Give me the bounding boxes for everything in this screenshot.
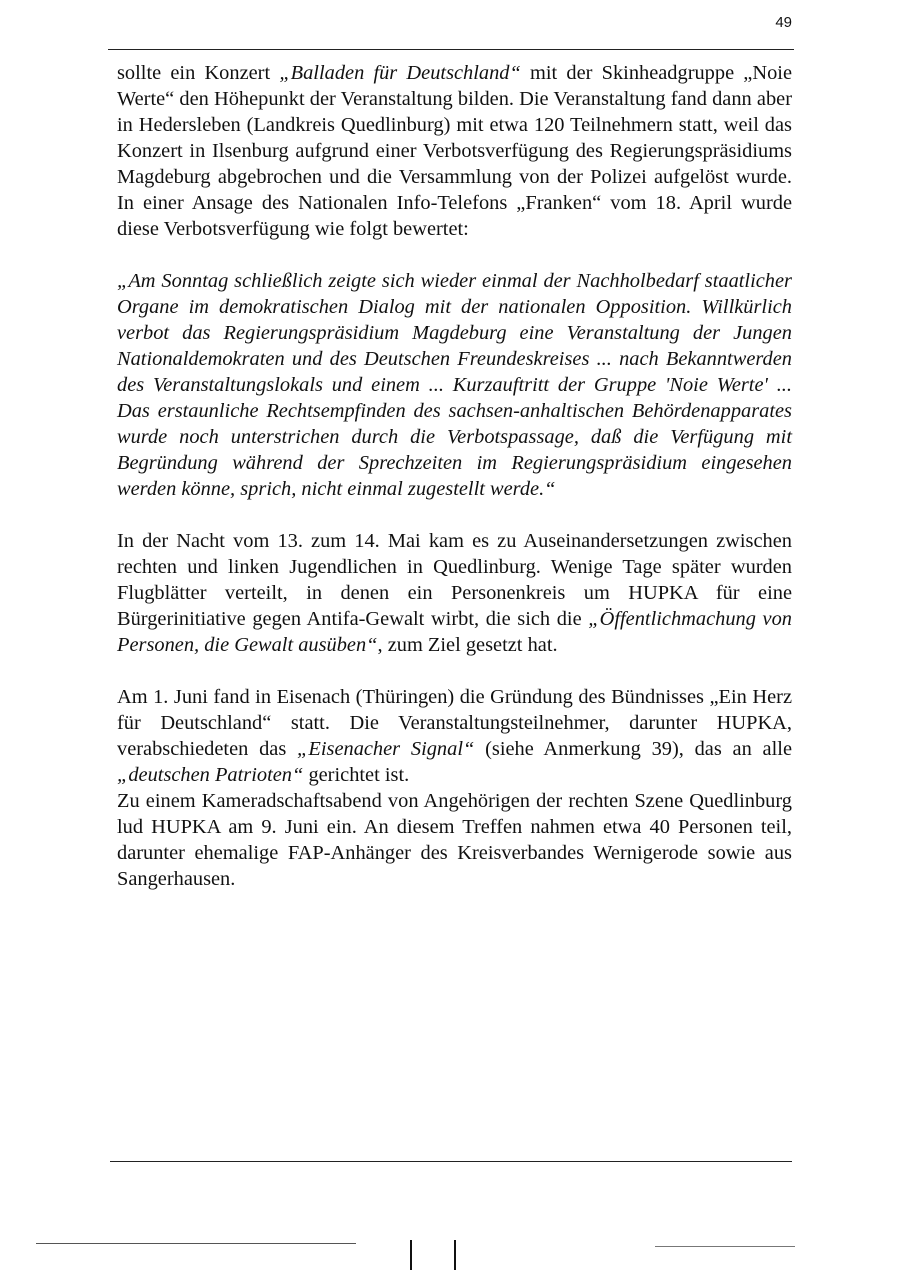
binding-mark-right: [454, 1240, 456, 1270]
paragraph-3-emphasis-a: „Eisenacher Signal“: [297, 738, 475, 760]
paragraph-2: [117, 528, 792, 658]
paragraph-3-emphasis-b: „deutschen Patrioten“: [117, 764, 304, 786]
paragraph-2-text-b: , zum Ziel gesetzt hat.: [377, 634, 558, 656]
paragraph-3-text-b: (siehe Anmerkung 39), das an alle: [474, 738, 792, 760]
page-body: [117, 60, 792, 892]
paragraph-1: [117, 60, 792, 242]
block-quote: „Am Sonntag schließlich zeigte sich wieder einmal der Nachholbedarf staatlicher Organe im demokratischen Dialog mit der nationalen Opposition. Willkürlich verbot das Regierungspräsidium Magdeburg eine Veranstaltung der Jungen Nationaldemokraten und des Deutschen Freundeskreises ... nach Bekanntwerden des Veranstaltungslokals und einem ... Kurzauftritt der Gruppe 'Noie Werte' ... Das erstaunliche Rechtsempfinden des sachsen-anhaltischen Behördenapparates wurde noch unterstrichen durch die Verbotspassage, daß die Verfügung mit Begründung während der Sprechzeiten im Regierungspräsidium eingesehen werden könne, sprich, nicht einmal zugestellt werde.“: [117, 270, 792, 500]
paragraph-1-text-b: mit der Skinheadgruppe „Noie Werte“ den Höhepunkt der Veranstaltung bilden. Die Veranstaltung fand dann aber in Hedersleben (Landkreis Quedlinburg) mit etwa 120 Teilnehmern statt, weil das Konzert in Ilsenburg aufgrund einer Verbotsverfügung des Regierungspräsidiums Magdeburg abgebrochen und die Versammlung von der Polizei aufgelöst wurde. In einer Ansage des Nationalen Info-Telefons „Franken“ vom 18. April wurde diese Verbotsverfügung wie folgt bewertet:: [117, 62, 792, 240]
paragraph-4: Zu einem Kameradschaftsabend von Angehörigen der rechten Szene Quedlinburg lud HUPKA am 9. Juni ein. An diesem Treffen nahmen etwa 40 Personen teil, darunter ehemalige FAP-Anhänger des Kreisverbandes Wernigerode sowie aus Sangerhausen.: [117, 790, 792, 890]
paragraph-3-text-c: gerichtet ist.: [303, 764, 410, 786]
paragraph-3-text-a: Am 1. Juni fand in Eisenach (Thüringen) die Gründung des Bündnisses „Ein Herz für Deutschland“ statt. Die Veranstaltungsteilnehmer, darunter HUPKA, verabschiedeten das: [117, 686, 792, 760]
paragraph-1-text-a: sollte ein Konzert: [117, 62, 280, 84]
binding-mark-left: [410, 1240, 412, 1270]
paragraph-2-emphasis: „Öffentlichmachung von Personen, die Gewalt ausüben“: [117, 608, 792, 656]
bottom-edge-rule-left: [36, 1243, 356, 1244]
paragraph-1-emphasis: „Balladen für Deutschland“: [279, 62, 521, 84]
paragraph-2-text-a: In der Nacht vom 13. zum 14. Mai kam es zu Auseinandersetzungen zwischen rechten und linken Jugendlichen in Quedlinburg. Wenige Tage später wurden Flugblätter verteilt, in denen ein Personenkreis um HUPKA für eine Bürgerinitiative gegen Antifa-Gewalt wirbt, die sich die: [117, 530, 792, 630]
header-rule: [108, 49, 794, 50]
bottom-edge-rule-right: [655, 1246, 795, 1247]
paragraph-3: [117, 684, 792, 788]
footer-rule: [110, 1161, 792, 1162]
page-number: 49: [775, 14, 792, 31]
binding-marks: [410, 1240, 470, 1270]
